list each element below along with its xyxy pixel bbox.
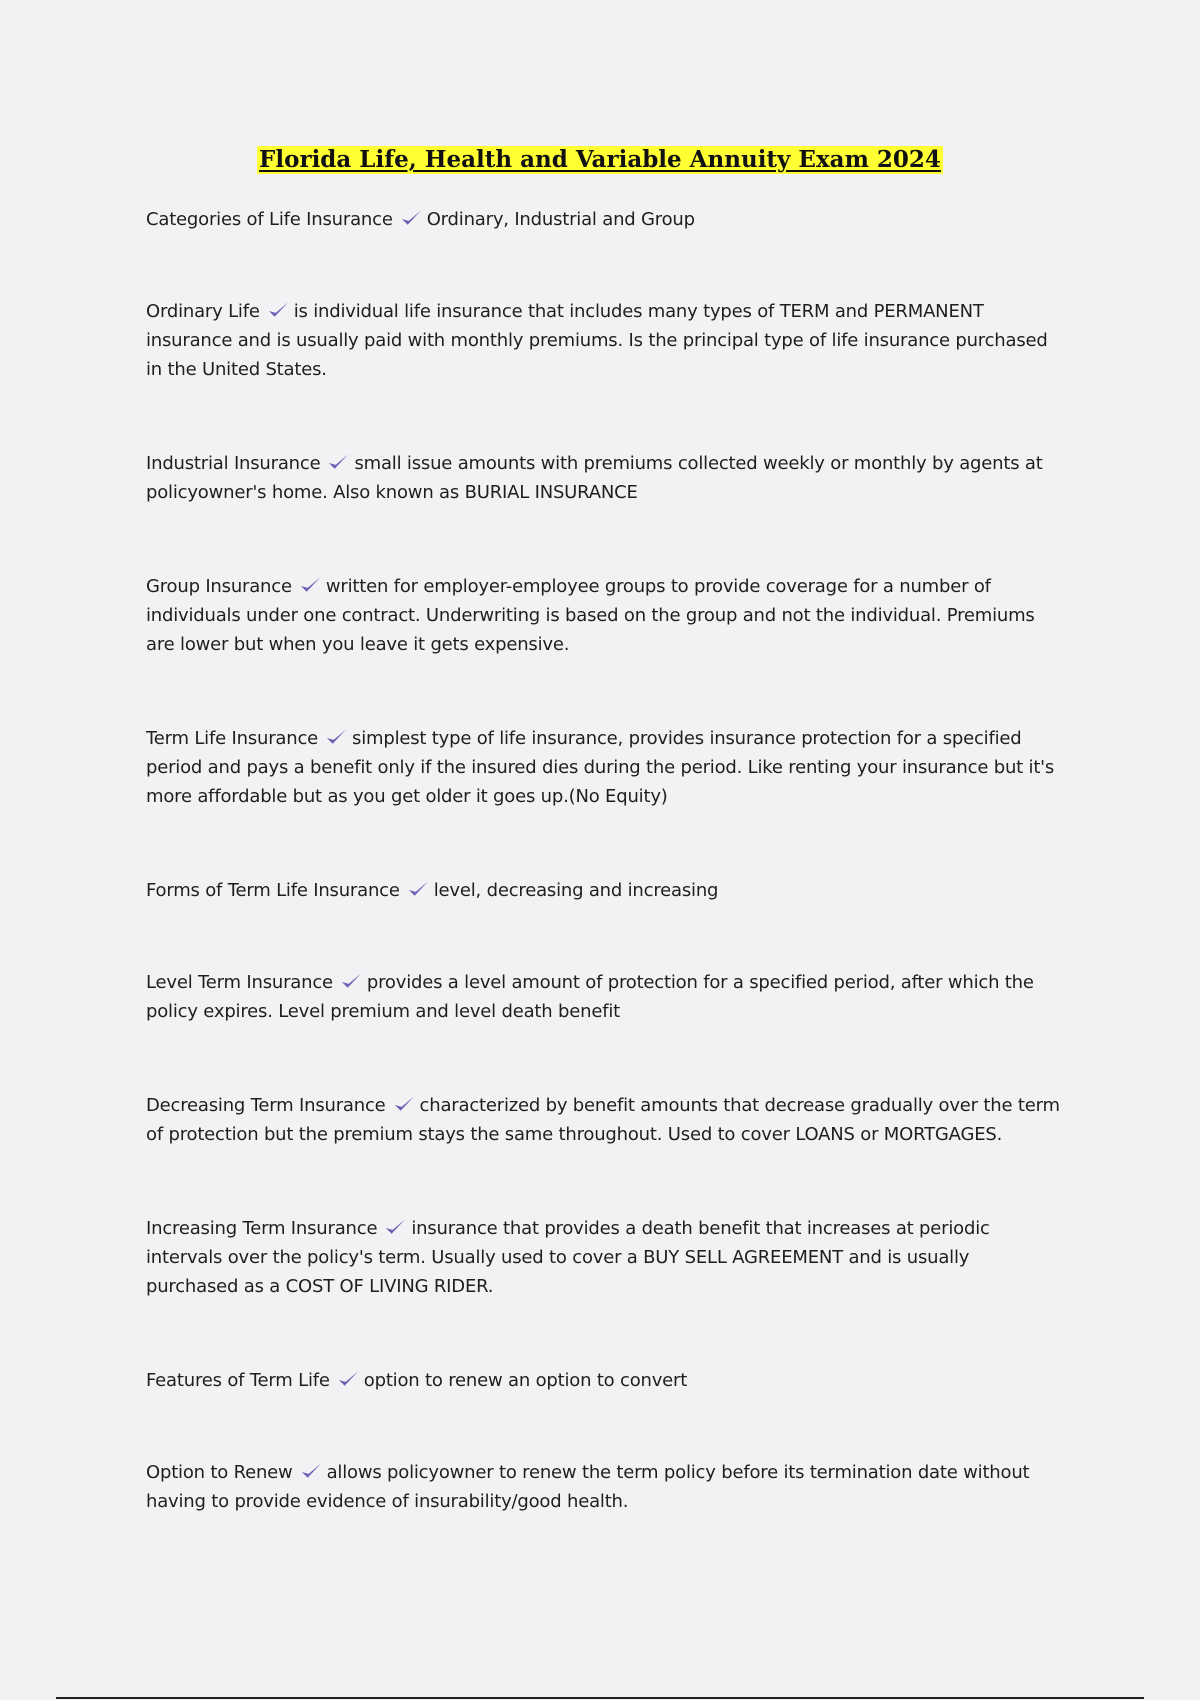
entry-definition: characterized by benefit amounts that decrease gradually over the term of protection but the premium stays the same throughout. Used to cover LOANS or MORTGAGES. bbox=[146, 1095, 1060, 1145]
entry-term: Increasing Term Insurance bbox=[146, 1218, 378, 1239]
entry-term: Option to Renew bbox=[146, 1462, 293, 1483]
entry-term: Decreasing Term Insurance bbox=[146, 1095, 386, 1116]
entry bbox=[146, 297, 1066, 384]
entry bbox=[146, 724, 1066, 811]
entry-definition: simplest type of life insurance, provides insurance protection for a specified period and pays a benefit only if the insured dies during the period. Like renting your insurance but it's more affordable but as you get older it goes up.(No Equity) bbox=[146, 728, 1055, 807]
entry bbox=[146, 1458, 1066, 1516]
document-title: Florida Life, Health and Variable Annuity Exam 2024 bbox=[259, 146, 941, 173]
entry bbox=[146, 1214, 1066, 1301]
entry-definition: Ordinary, Industrial and Group bbox=[426, 209, 695, 230]
entry bbox=[146, 205, 1066, 234]
footer-divider bbox=[56, 1697, 1144, 1699]
checkmark-icon bbox=[325, 727, 348, 747]
checkmark-icon bbox=[337, 1369, 360, 1389]
checkmark-icon bbox=[300, 1461, 323, 1481]
checkmark-icon bbox=[384, 1217, 407, 1237]
entry bbox=[146, 449, 1066, 507]
entry-term: Industrial Insurance bbox=[146, 453, 321, 474]
entry-definition: allows policyowner to renew the term policy before its termination date without having to provide evidence of insurability/good health. bbox=[146, 1462, 1030, 1512]
checkmark-icon bbox=[393, 1094, 416, 1114]
entry-term: Features of Term Life bbox=[146, 1370, 330, 1391]
entry-term: Term Life Insurance bbox=[146, 728, 319, 749]
entry bbox=[146, 876, 1066, 905]
checkmark-icon bbox=[299, 575, 322, 595]
checkmark-icon bbox=[327, 452, 350, 472]
checkmark-icon bbox=[400, 208, 423, 228]
entry bbox=[146, 968, 1066, 1026]
entry bbox=[146, 1091, 1066, 1149]
entry-definition: provides a level amount of protection for a specified period, after which the policy expires. Level premium and level death benefit bbox=[146, 972, 1034, 1022]
entry-definition: small issue amounts with premiums collected weekly or monthly by agents at policyowner's home. Also known as BURIAL INSURANCE bbox=[146, 453, 1043, 503]
entry-term: Group Insurance bbox=[146, 576, 292, 597]
title-container bbox=[0, 146, 1200, 174]
entry-term: Level Term Insurance bbox=[146, 972, 333, 993]
checkmark-icon bbox=[267, 300, 290, 320]
entry-term: Categories of Life Insurance bbox=[146, 209, 393, 230]
entry-term: Ordinary Life bbox=[146, 301, 260, 322]
entry-definition: written for employer-employee groups to provide coverage for a number of individuals under one contract. Underwriting is based on the group and not the individual. Premiums are lower but when you leave it gets expensive. bbox=[146, 576, 1035, 655]
checkmark-icon bbox=[407, 879, 430, 899]
entry bbox=[146, 1366, 1066, 1395]
entry-term: Forms of Term Life Insurance bbox=[146, 880, 400, 901]
checkmark-icon bbox=[340, 971, 363, 991]
entry-list bbox=[146, 205, 1066, 1516]
entry-definition: level, decreasing and increasing bbox=[433, 880, 719, 901]
entry-definition: insurance that provides a death benefit that increases at periodic intervals over the policy's term. Usually used to cover a BUY SELL AGREEMENT and is usually purchased as a COST OF LIVING RIDER. bbox=[146, 1218, 990, 1297]
entry bbox=[146, 572, 1066, 659]
entry-definition: is individual life insurance that includes many types of TERM and PERMANENT insurance and is usually paid with monthly premiums. Is the principal type of life insurance purchased in the United States. bbox=[146, 301, 1048, 380]
entry-definition: option to renew an option to convert bbox=[363, 1370, 688, 1391]
